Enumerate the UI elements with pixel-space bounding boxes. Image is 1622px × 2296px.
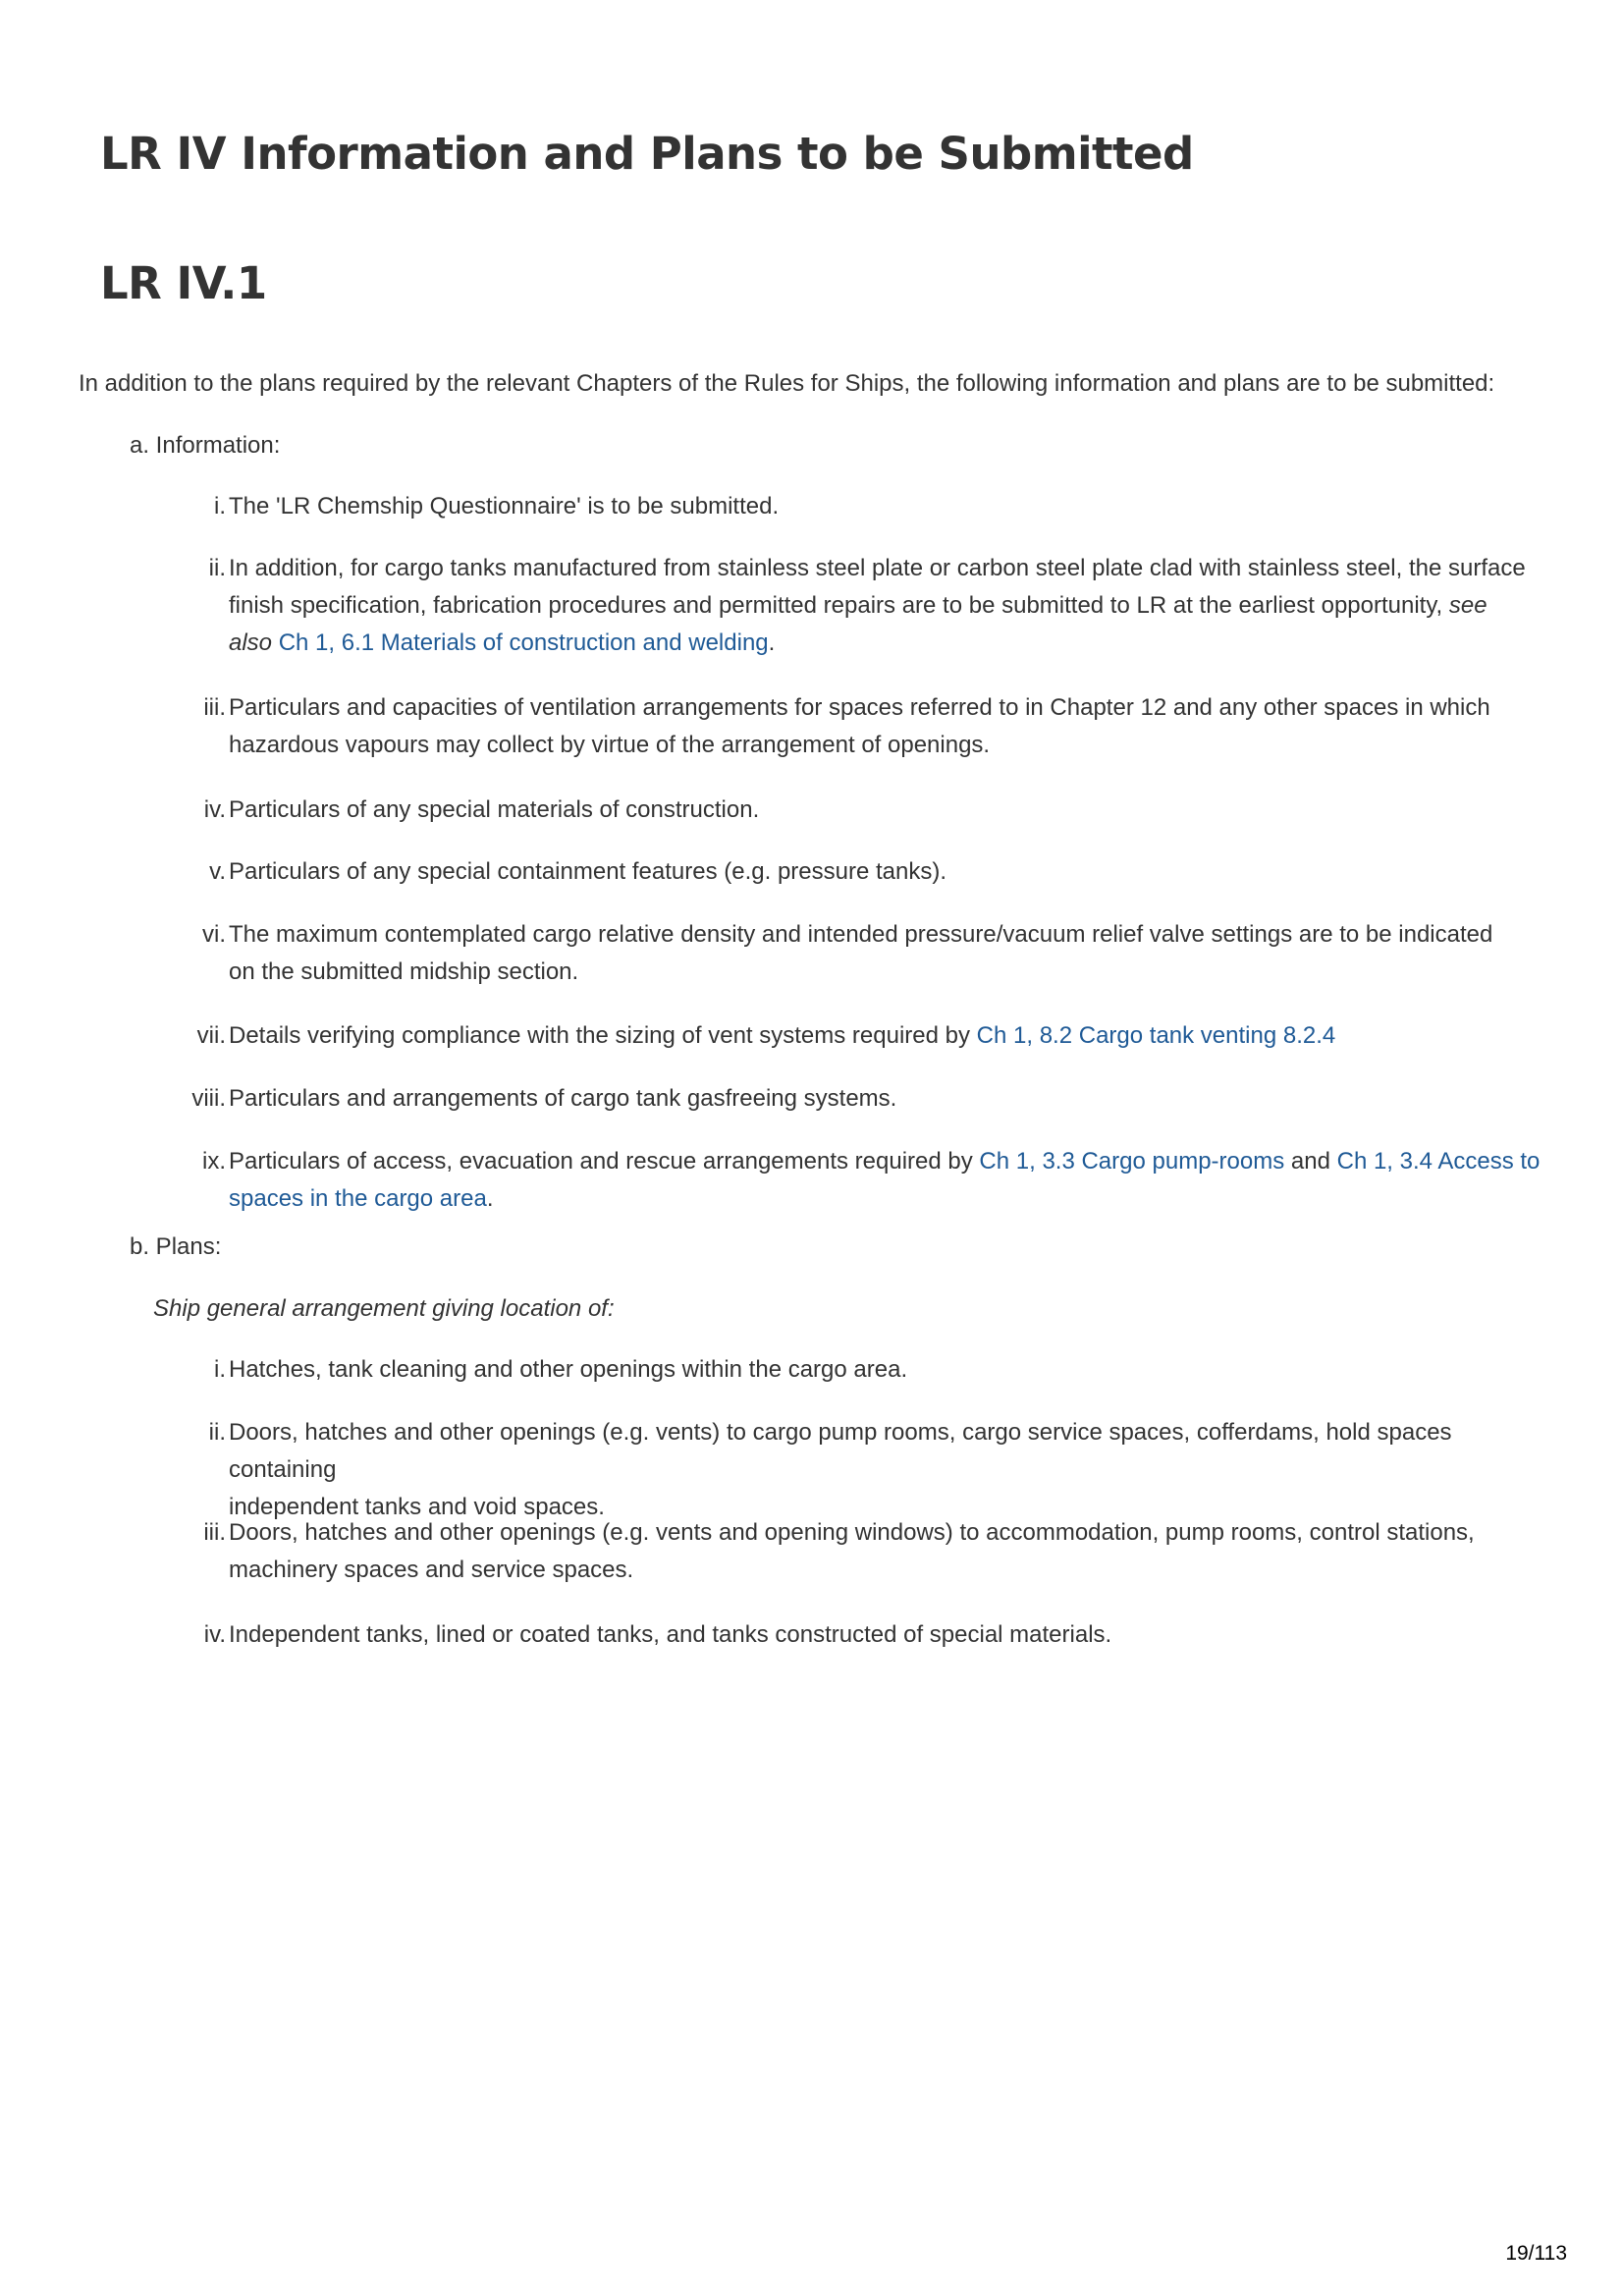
punctuation: . — [486, 1185, 494, 1212]
item-text-line: The maximum contemplated cargo relative density and intended pressure/vacuum relief valve settings are to be indicated — [229, 921, 1493, 948]
link-cargo-pump-rooms[interactable]: Ch 1, 3.3 Cargo pump-rooms — [979, 1148, 1285, 1175]
item-text: Independent tanks, lined or coated tanks, and tanks constructed of special materials. — [229, 1621, 1112, 1648]
item-text: Particulars of access, evacuation and rescue arrangements required by — [229, 1148, 973, 1175]
item-number: ix. — [202, 1148, 226, 1175]
item-number: i. — [214, 1356, 226, 1383]
item-text-line: independent tanks and void spaces. — [229, 1494, 605, 1520]
item-text: The 'LR Chemship Questionnaire' is to be submitted. — [229, 493, 780, 519]
information-label: a. Information: — [130, 432, 281, 459]
see-also-text: see — [1448, 592, 1487, 619]
page-number: 19/113 — [1505, 2242, 1567, 2265]
plans-intro: Ship general arrangement giving location of: — [153, 1295, 615, 1322]
item-text-line: finish specification, fabrication procedures and permitted repairs are to be submitted to LR at the earliest opportunity, — [229, 592, 1443, 619]
link-access-cargo-area[interactable]: Ch 1, 3.4 Access to — [1336, 1148, 1541, 1175]
item-text-line: Doors, hatches and other openings (e.g. vents) to cargo pump rooms, cargo service spaces, cofferdams, hold spaces containing — [229, 1419, 1452, 1483]
plans-label: b. Plans: — [130, 1233, 222, 1260]
item-number: iii. — [203, 694, 226, 721]
item-number: i. — [214, 493, 226, 519]
punctuation: . — [768, 629, 776, 656]
item-text: Details verifying compliance with the sizing of vent systems required by — [229, 1022, 970, 1049]
see-also-text: also — [229, 629, 273, 656]
item-text-line: machinery spaces and service spaces. — [229, 1557, 634, 1583]
intro-paragraph: In addition to the plans required by the relevant Chapters of the Rules for Ships, the following information and plans are to be submitted: — [79, 370, 1495, 397]
item-text-line: In addition, for cargo tanks manufactured from stainless steel plate or carbon steel plate clad with stainless steel, the surface — [229, 555, 1526, 581]
item-number: viii. — [191, 1085, 226, 1112]
item-text-line: Doors, hatches and other openings (e.g. vents and opening windows) to accommodation, pump rooms, control stations, — [229, 1519, 1475, 1546]
item-text-line: hazardous vapours may collect by virtue of the arrangement of openings. — [229, 732, 991, 758]
item-number: ii. — [208, 1419, 226, 1446]
link-materials-construction[interactable]: Ch 1, 6.1 Materials of construction and welding — [278, 629, 769, 656]
item-number: iv. — [203, 1621, 226, 1648]
item-number: ii. — [208, 555, 226, 581]
item-number: vii. — [196, 1022, 226, 1049]
item-text: Particulars of any special materials of construction. — [229, 796, 760, 823]
link-access-cargo-area[interactable]: spaces in the cargo area — [229, 1185, 487, 1212]
page-title: LR IV Information and Plans to be Submitted — [100, 128, 1194, 180]
section-heading: LR IV.1 — [100, 257, 267, 309]
item-text: Hatches, tank cleaning and other openings within the cargo area. — [229, 1356, 908, 1383]
item-number: v. — [209, 858, 226, 885]
conjunction: and — [1290, 1148, 1330, 1175]
item-text: Particulars and arrangements of cargo tank gasfreeing systems. — [229, 1085, 897, 1112]
item-number: iii. — [203, 1519, 226, 1546]
item-text: Particulars of any special containment features (e.g. pressure tanks). — [229, 858, 947, 885]
link-cargo-tank-venting[interactable]: Ch 1, 8.2 Cargo tank venting 8.2.4 — [976, 1022, 1336, 1049]
item-text-line: Particulars and capacities of ventilation arrangements for spaces referred to in Chapter 12 and any other spaces in which — [229, 694, 1490, 721]
item-number: iv. — [203, 796, 226, 823]
item-text-line: on the submitted midship section. — [229, 958, 579, 985]
item-number: vi. — [202, 921, 226, 948]
